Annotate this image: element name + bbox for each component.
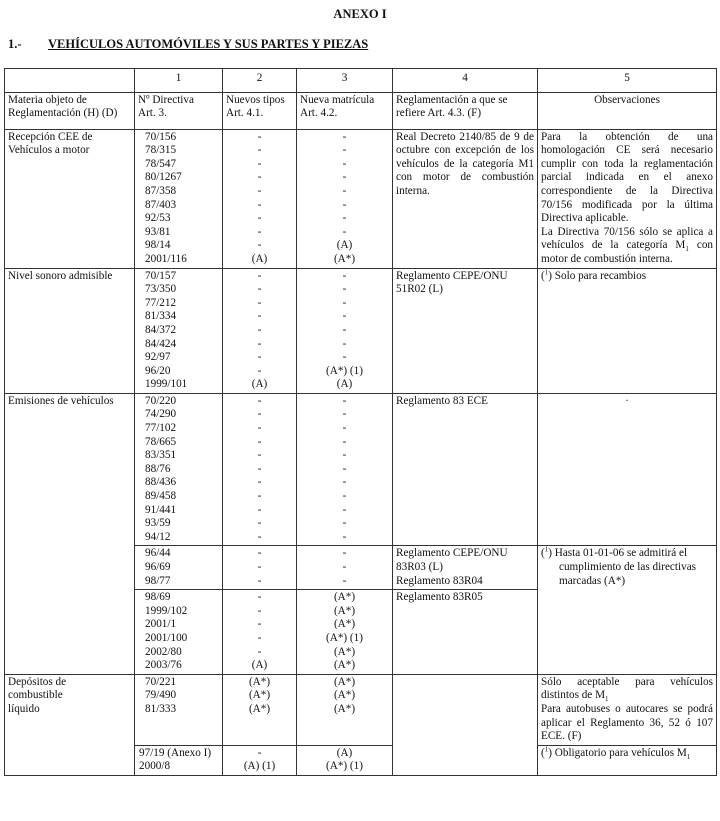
nueva-matricula-mark: (A) xyxy=(336,239,353,252)
nuevos-tipos-mark: (A) xyxy=(251,252,268,265)
nuevos-tipos-mark: - xyxy=(257,323,262,336)
directive-number: 80/1267 xyxy=(145,171,182,184)
directive-number: 70/221 xyxy=(145,675,177,688)
directive-number: 91/441 xyxy=(145,503,177,516)
nueva-matricula-mark: - xyxy=(342,449,347,462)
directivas-sonoro xyxy=(135,268,223,393)
header-row xyxy=(5,92,717,129)
directive-number: 1999/102 xyxy=(145,604,188,617)
directive-number: 96/20 xyxy=(145,364,171,377)
directive-number: 73/350 xyxy=(145,283,177,296)
nuevos-tipos-mark: - xyxy=(257,225,262,238)
nueva-matricula-mark: - xyxy=(342,184,347,197)
matricula-emisiones-1 xyxy=(297,393,393,546)
directive-number: 77/212 xyxy=(145,296,177,309)
matricula-sonoro xyxy=(297,268,393,393)
directive-number: 2003/76 xyxy=(145,659,182,672)
nuevos-tipos-mark: - xyxy=(257,449,262,462)
directive-number: 77/102 xyxy=(145,422,177,435)
col-num-5: 5 xyxy=(538,69,717,93)
nueva-matricula-mark: (A) xyxy=(336,378,353,391)
nuevos-tipos-mark: - xyxy=(257,631,262,644)
nueva-matricula-mark: - xyxy=(342,198,347,211)
directive-number: 2001/1 xyxy=(145,618,177,631)
nueva-matricula-mark: - xyxy=(342,171,347,184)
header-nueva-matricula: Nueva matrícula Art. 4.2. xyxy=(297,92,393,129)
header-nuevos-tipos: Nuevos tipos Art. 4.1. xyxy=(223,92,297,129)
directive-number: 81/334 xyxy=(145,310,177,323)
directive-number: 70/157 xyxy=(145,269,177,282)
nuevos-tipos-mark: - xyxy=(257,618,262,631)
nuevos-tipos-mark: - xyxy=(257,422,262,435)
directivas-emisiones-1 xyxy=(135,393,223,546)
nueva-matricula-mark: (A*) xyxy=(333,591,356,604)
column-number-row xyxy=(5,69,717,93)
nuevos-tipos-mark: - xyxy=(257,351,262,364)
nueva-matricula-mark: - xyxy=(342,435,347,448)
nueva-matricula-mark: - xyxy=(342,422,347,435)
nuevos-sonoro xyxy=(223,268,297,393)
nueva-matricula-mark: - xyxy=(342,574,347,587)
matricula-emisiones-3 xyxy=(297,590,393,675)
section-number: 1.- xyxy=(8,37,22,51)
nuevos-depositos-2 xyxy=(223,745,297,775)
nuevos-tipos-mark: - xyxy=(257,408,262,421)
nuevos-tipos-mark: - xyxy=(257,574,262,587)
nuevos-tipos-mark: - xyxy=(257,157,262,170)
observaciones-depositos-2: ($^1$) Obligatorio para vehículos $M_1$ xyxy=(538,745,717,775)
directive-number: 1999/101 xyxy=(145,378,188,391)
directive-number: 2000/8 xyxy=(139,760,171,773)
directive-number: 92/97 xyxy=(145,351,171,364)
directivas-emisiones-3 xyxy=(135,590,223,675)
nuevos-tipos-mark: - xyxy=(257,364,262,377)
directive-number: 74/290 xyxy=(145,408,177,421)
obs-recepcion-2: La Directiva 70/156 sólo se aplica a vehículos de la categoría $M_1$ con motor de combustión interna. xyxy=(541,225,714,265)
directive-number: 87/358 xyxy=(145,184,177,197)
nuevos-tipos-mark: - xyxy=(257,171,262,184)
table-row-nivel-sonoro xyxy=(5,268,717,393)
nueva-matricula-mark: (A*) xyxy=(333,604,356,617)
directive-number: 92/53 xyxy=(145,212,171,225)
matricula-depositos-2 xyxy=(297,745,393,775)
directive-number: 84/372 xyxy=(145,323,177,336)
nueva-matricula-mark: - xyxy=(342,337,347,350)
nuevos-tipos-mark: - xyxy=(257,547,262,560)
nuevos-tipos-mark: - xyxy=(257,310,262,323)
directive-number: 98/14 xyxy=(145,239,171,252)
nueva-matricula-mark: (A*) (1) xyxy=(326,364,363,377)
nuevos-tipos-mark: - xyxy=(257,462,262,475)
header-reglamentacion: Reglamentación a que se refiere Art. 4.3. (F) xyxy=(393,92,538,129)
directive-number: 2002/80 xyxy=(145,645,182,658)
nueva-matricula-mark: (A*) xyxy=(333,689,356,702)
section-title: VEHÍCULOS AUTOMÓVILES Y SUS PARTES Y PIEZAS xyxy=(48,37,369,51)
nuevos-emisiones-3 xyxy=(223,590,297,675)
nuevos-tipos-mark: - xyxy=(257,283,262,296)
nueva-matricula-mark: - xyxy=(342,283,347,296)
nuevos-tipos-mark: - xyxy=(257,198,262,211)
observaciones-emisiones-1: · xyxy=(538,393,717,546)
nuevos-tipos-mark: - xyxy=(257,591,262,604)
nuevos-tipos-mark: - xyxy=(257,490,262,503)
header-directiva: Nº Directiva Art. 3. xyxy=(135,92,223,129)
reglamentacion-depositos xyxy=(393,674,538,775)
nueva-matricula-mark: - xyxy=(342,530,347,543)
nuevos-recepcion xyxy=(223,129,297,268)
directive-number: 93/59 xyxy=(145,517,171,530)
nuevos-tipos-mark: - xyxy=(257,561,262,573)
directive-number: 2001/100 xyxy=(145,631,188,644)
col-num-3: 3 xyxy=(297,69,393,93)
nueva-matricula-mark: - xyxy=(342,394,347,407)
nuevos-tipos-mark: - xyxy=(257,476,262,489)
observaciones-sonoro: ($^1$) Solo para recambios xyxy=(538,268,717,393)
observaciones-emisiones-2: ($^1$) Hasta 01-01-06 se admitirá el cumplimiento de las directivas marcadas (A*) xyxy=(538,546,717,674)
materia-recepcion: Recepción CEE de Vehículos a motor xyxy=(5,129,135,268)
directive-number: 79/490 xyxy=(145,689,177,702)
directive-number: 84/424 xyxy=(145,337,177,350)
nueva-matricula-mark: - xyxy=(342,323,347,336)
directive-number: 96/44 xyxy=(145,547,171,560)
header-materia: Materia objeto de Reglamentación (H) (D) xyxy=(5,92,135,129)
nuevos-tipos-mark: - xyxy=(257,337,262,350)
nuevos-tipos-mark: - xyxy=(257,435,262,448)
nuevos-tipos-mark: - xyxy=(257,503,262,516)
nuevos-tipos-mark: - xyxy=(257,645,262,658)
nueva-matricula-mark: (A*) xyxy=(333,702,356,715)
nuevos-tipos-mark: - xyxy=(257,517,262,530)
observaciones-recepcion: Para la obtención de una homologación CE será necesario cumplir con toda la reglamentación parcial indicada en el anexo correspondiente de la Directiva 70/156 modificada por la última Directiva aplicable. La Directiva 70/156 sólo se aplica a vehículos de la categoría $M_1$ con motor de combustión interna. xyxy=(538,129,717,268)
directive-number: 78/665 xyxy=(145,435,177,448)
col-num-4: 4 xyxy=(393,69,538,93)
nuevos-tipos-mark: (A) xyxy=(251,378,268,391)
directive-number: 78/547 xyxy=(145,157,177,170)
nueva-matricula-mark: - xyxy=(342,296,347,309)
regulation-table xyxy=(4,68,717,776)
directive-number: 93/81 xyxy=(145,225,171,238)
materia-nivel-sonoro: Nivel sonoro admisible xyxy=(5,268,135,393)
nuevos-tipos-mark: - xyxy=(257,394,262,407)
reglamentacion-emisiones-2: Reglamento CEPE/ONU 83R03 (L) Reglamento 83R04 xyxy=(393,546,538,590)
directivas-depositos-1 xyxy=(135,674,223,745)
directive-number: 70/156 xyxy=(145,130,177,143)
directive-number: 94/12 xyxy=(145,530,171,543)
nuevos-tipos-mark: - xyxy=(257,746,262,759)
directive-number: 87/403 xyxy=(145,198,177,211)
nueva-matricula-mark: - xyxy=(342,310,347,323)
nuevos-tipos-mark: (A*) xyxy=(248,689,271,702)
directive-number: 83/351 xyxy=(145,449,177,462)
header-observaciones: Observaciones xyxy=(538,92,717,129)
matricula-depositos-1 xyxy=(297,674,393,745)
directive-number: 98/77 xyxy=(145,574,171,587)
nueva-matricula-mark: - xyxy=(342,561,347,573)
nuevos-tipos-mark: - xyxy=(257,296,262,309)
directivas-recepcion xyxy=(135,129,223,268)
reglamentacion-emisiones-3: Reglamento 83R05 xyxy=(393,590,538,675)
nueva-matricula-mark: - xyxy=(342,130,347,143)
reglamentacion-emisiones-1: Reglamento 83 ECE xyxy=(393,393,538,546)
nueva-matricula-mark: (A*) xyxy=(333,675,356,688)
nueva-matricula-mark: - xyxy=(342,462,347,475)
directive-number: 70/220 xyxy=(145,394,177,407)
matricula-emisiones-2 xyxy=(297,546,393,590)
nueva-matricula-mark: (A*) xyxy=(333,252,356,265)
nueva-matricula-mark: - xyxy=(342,547,347,560)
nuevos-tipos-mark: (A) xyxy=(251,659,268,672)
nueva-matricula-mark: - xyxy=(342,212,347,225)
nueva-matricula-mark: (A*) (1) xyxy=(326,631,363,644)
directive-number: 78/315 xyxy=(145,144,177,157)
nuevos-tipos-mark: - xyxy=(257,530,262,543)
nuevos-tipos-mark: - xyxy=(257,130,262,143)
directivas-depositos-2 xyxy=(135,745,223,775)
materia-emisiones: Emisiones de vehículos xyxy=(5,393,135,674)
nuevos-emisiones-2 xyxy=(223,546,297,590)
nueva-matricula-mark: - xyxy=(342,144,347,157)
nuevos-tipos-mark: (A) (1) xyxy=(243,760,276,773)
directive-number: 98/69 xyxy=(145,591,171,604)
nuevos-tipos-mark: - xyxy=(257,184,262,197)
nuevos-tipos-mark: - xyxy=(257,604,262,617)
table-row-emisiones-1 xyxy=(5,393,717,546)
nuevos-depositos-1 xyxy=(223,674,297,745)
observaciones-depositos-1: Sólo aceptable para vehículos distintos de $M_1$ Para autobuses o autocares se podrá aplicar el Reglamento 36, 52 ó 107 ECE. (F) xyxy=(538,674,717,745)
nuevos-tipos-mark: (A*) xyxy=(248,702,271,715)
nuevos-tipos-mark: - xyxy=(257,144,262,157)
directive-number: 2001/116 xyxy=(145,252,187,265)
nuevos-tipos-mark: - xyxy=(257,212,262,225)
nueva-matricula-mark: (A*) xyxy=(333,659,356,672)
matricula-recepcion xyxy=(297,129,393,268)
nuevos-emisiones-1 xyxy=(223,393,297,546)
nueva-matricula-mark: (A*) (1) xyxy=(326,760,363,773)
directive-number: 89/458 xyxy=(145,490,177,503)
nueva-matricula-mark: - xyxy=(342,225,347,238)
directive-number: 88/76 xyxy=(145,462,171,475)
reglamentacion-sonoro: Reglamento CEPE/ONU 51R02 (L) xyxy=(393,268,538,393)
materia-depositos: Depósitos de combustible líquido xyxy=(5,674,135,775)
directive-number: 96/69 xyxy=(145,561,171,573)
nueva-matricula-mark: - xyxy=(342,503,347,516)
directivas-emisiones-2 xyxy=(135,546,223,590)
nuevos-tipos-mark: (A*) xyxy=(248,675,271,688)
nueva-matricula-mark: - xyxy=(342,157,347,170)
table-row-depositos-1 xyxy=(5,674,717,745)
nuevos-tipos-mark: - xyxy=(257,269,262,282)
col-num-2: 2 xyxy=(223,69,297,93)
reglamentacion-recepcion: Real Decreto 2140/85 de 9 de octubre con excepción de los vehículos de la categoría M1 con motor de combustión interna. xyxy=(393,129,538,268)
directive-number: 88/436 xyxy=(145,476,177,489)
nueva-matricula-mark: - xyxy=(342,517,347,530)
nueva-matricula-mark: - xyxy=(342,351,347,364)
nueva-matricula-mark: (A) xyxy=(336,746,353,759)
nueva-matricula-mark: - xyxy=(342,408,347,421)
nueva-matricula-mark: (A*) xyxy=(333,618,356,631)
table-row-recepcion xyxy=(5,129,717,268)
col-num-1: 1 xyxy=(135,69,223,93)
directive-number: 97/19 (Anexo I) xyxy=(139,746,212,759)
nueva-matricula-mark: - xyxy=(342,476,347,489)
nuevos-tipos-mark: - xyxy=(257,239,262,252)
nueva-matricula-mark: - xyxy=(342,490,347,503)
section-heading xyxy=(8,38,368,52)
nueva-matricula-mark: (A*) xyxy=(333,645,356,658)
annex-title: ANEXO I xyxy=(333,7,387,21)
directive-number: 81/333 xyxy=(145,702,177,715)
nueva-matricula-mark: - xyxy=(342,269,347,282)
